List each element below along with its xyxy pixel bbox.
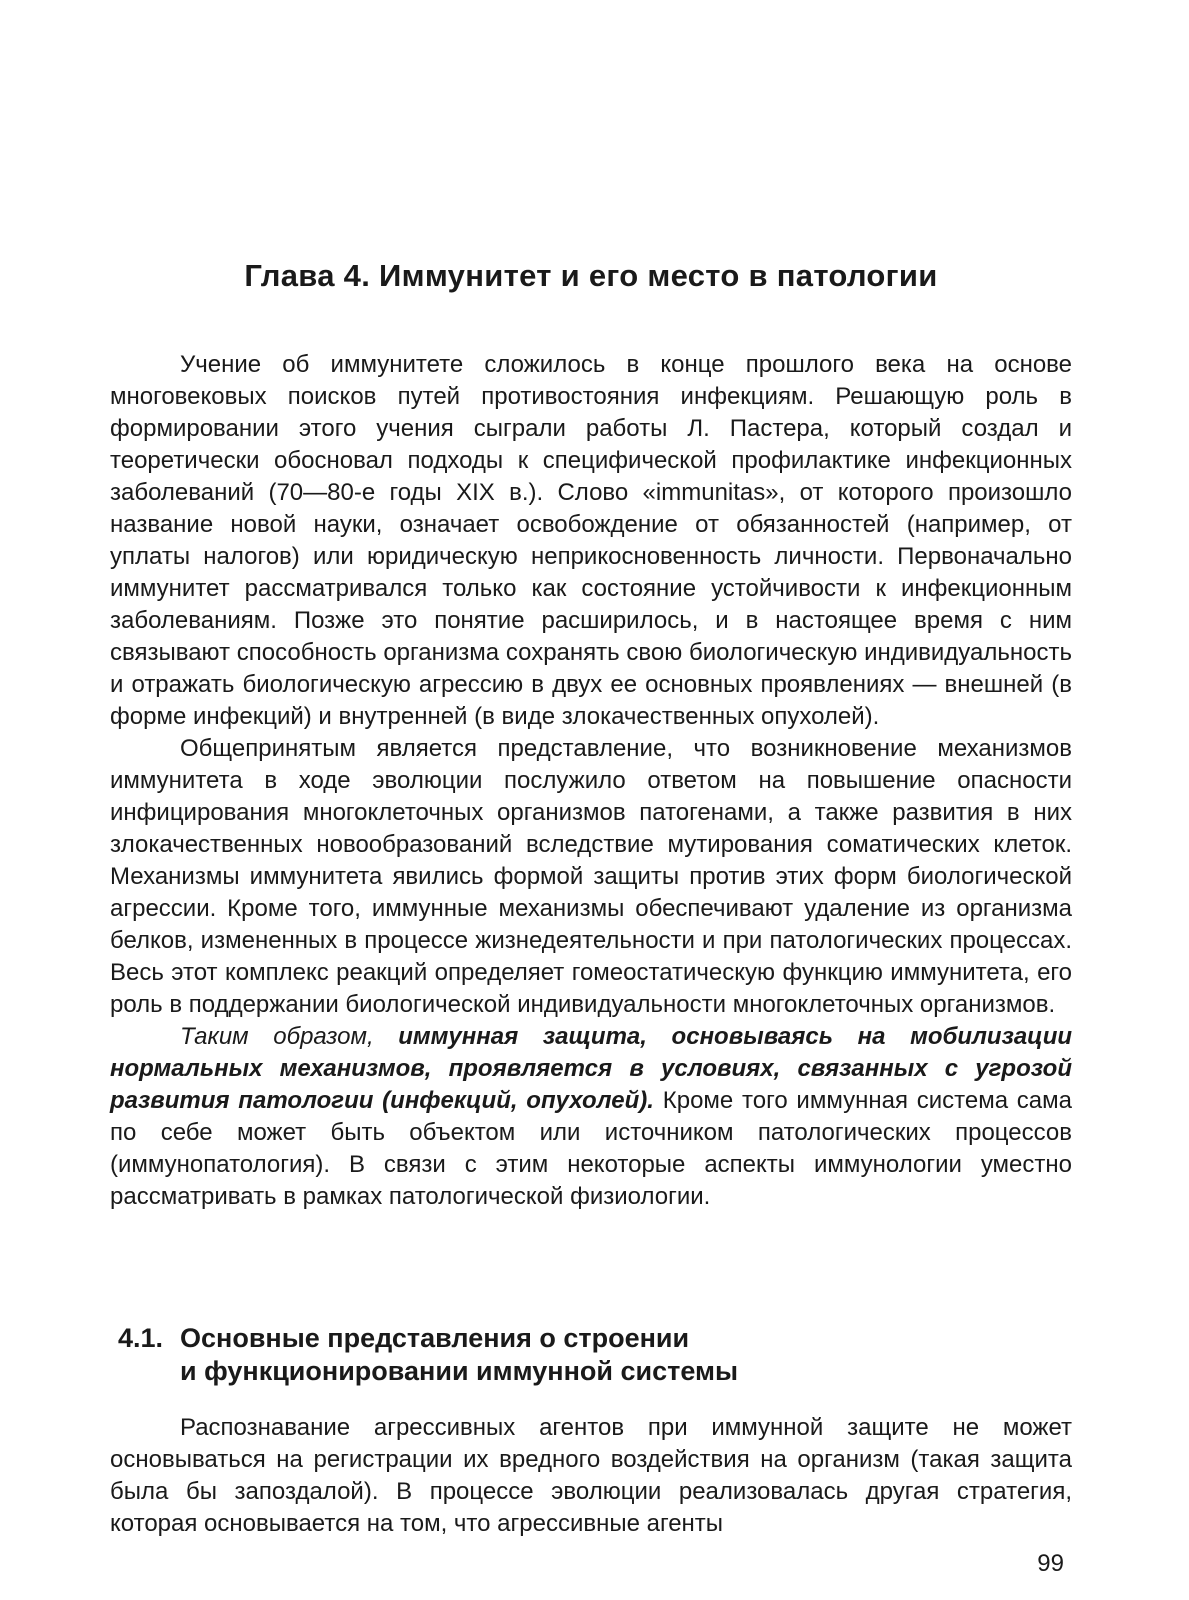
chapter-title: Глава 4. Иммунитет и его место в патологии <box>244 258 938 293</box>
paragraph-3 <box>110 1021 1072 1213</box>
section-heading <box>118 1322 738 1388</box>
paragraph-3-bold-italic-statement: иммунная защита, основываясь на мобилизации нормальных механизмов, проявляется в условиях, связанных с угрозой развития патологии (инфекций, опухолей). <box>110 1023 1073 1114</box>
section-title-line-2: и функционировании иммунной системы <box>180 1356 739 1386</box>
paragraph-2: Общепринятым является представление, что возникновение механизмов иммунитета в ходе эволюции послужило ответом на повышение опасности инфицирования многоклеточных организмов патогенами, а также развития в них злокачественных новообразований вследствие мутирования соматических клеток. Механизмы иммунитета явились формой защиты против этих форм биологической агрессии. Кроме того, иммунные механизмы обеспечивают удаление из организма белков, измененных в процессе жизнедеятельности и при патологических процессах. Весь этот комплекс реакций определяет гомеостатическую функцию иммунитета, его роль в поддержании биологической индивидуальности многоклеточных организмов. <box>110 735 1072 1018</box>
page-number: 99 <box>1037 1550 1064 1577</box>
section-number: 4.1. <box>118 1323 164 1353</box>
section-title-line-1: Основные представления о строении <box>180 1323 690 1353</box>
section-text <box>110 1412 1072 1540</box>
section-paragraph-1: Распознавание агрессивных агентов при иммунной защите не может основываться на регистрации их вредного воздействия на организм (такая защита была бы запоздалой). В процессе эволюции реализовалась другая стратегия, которая основывается на том, что агрессивные агенты <box>110 1414 1072 1537</box>
chapter-intro-text <box>110 349 1072 1213</box>
paragraph-3-rest: Кроме того иммунная система сама по себе может быть объектом или источником патологических процессов (иммунопатология). В связи с этим некоторые аспекты иммунологии уместно рассматривать в рамках патологической физиологии. <box>110 1087 1072 1210</box>
paragraph-1: Учение об иммунитете сложилось в конце прошлого века на основе многовековых поисков путей противостояния инфекциям. Решающую роль в формировании этого учения сыграли работы Л. Пастера, который создал и теоретически обосновал подходы к специфической профилактике инфекционных заболеваний (70—80-е годы XIX в.). Слово «immunitas», от которого произошло название новой науки, означает освобождение от обязанностей (например, от уплаты налогов) или юридическую неприкосновенность личности. Первоначально иммунитет рассматривался только как состояние устойчивости к инфекционным заболеваниям. Позже это понятие расширилось, и в настоящее время с ним связывают способность организма сохранять свою биологическую индивидуальность и отражать биологическую агрессию в двух ее основных проявлениях — внешней (в форме инфекций) и внутренней (в виде злокачественных опухолей). <box>110 351 1072 730</box>
paragraph-3-italic-lead: Таким образом, <box>180 1023 374 1050</box>
